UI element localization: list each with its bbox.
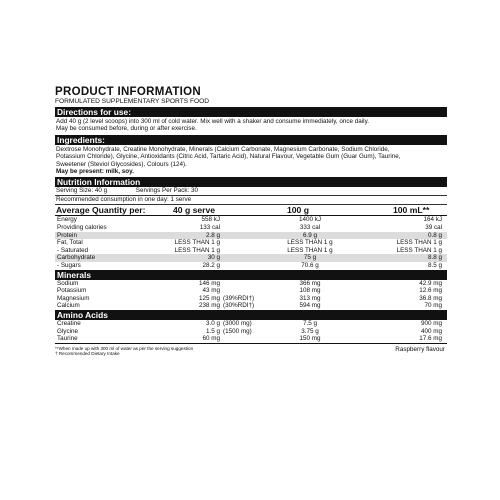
minerals-table: [55, 280, 447, 310]
table-cell: 1.5 g: [205, 327, 220, 335]
table-row: [55, 302, 447, 310]
table-cell: 36.8 mg: [419, 294, 442, 302]
table-cell: 313 mg: [299, 294, 321, 302]
table-cell: 108 mg: [299, 287, 321, 295]
minerals-heading: Minerals: [55, 270, 447, 280]
directions-heading: Directions for use:: [55, 107, 447, 117]
nutrition-rows: [55, 216, 447, 269]
table-cell: 164 kJ: [423, 216, 442, 224]
table-cell: 146 mg: [198, 279, 220, 287]
table-cell: - Sugars: [57, 262, 81, 269]
table-cell: 60 mg: [202, 335, 220, 343]
table-cell: Glycine: [57, 327, 78, 335]
nutrition-table: [55, 205, 447, 269]
table-row: [55, 295, 447, 303]
table-row: [55, 216, 447, 224]
table-row: [55, 239, 447, 247]
table-cell: Potassium: [57, 287, 87, 295]
table-cell: 70 mg: [424, 302, 442, 310]
servings-per-pack: Servings Per Pack: 30: [135, 187, 199, 195]
ingredients-line: Sweetener (Steviol Glycosides), Colours (124).: [56, 160, 187, 168]
table-row: [55, 287, 447, 295]
table-header-row: [55, 205, 447, 216]
table-cell: 7.5 g: [302, 319, 317, 327]
table-cell: 17.6 mg: [419, 335, 442, 343]
table-row: [55, 262, 447, 270]
table-cell: Sodium: [57, 279, 79, 287]
table-cell: 0.8 g: [427, 231, 442, 239]
table-row: [55, 328, 447, 336]
serving-info: [55, 187, 447, 196]
table-row: [55, 320, 447, 328]
table-cell: 8.8 g: [427, 254, 442, 262]
table-cell: 30 g: [207, 254, 220, 262]
allergen-statement: May be present: milk, soy.: [56, 168, 134, 176]
amino-acids-table: [55, 320, 447, 343]
ingredients-line: Dextrose Monohydrate, Creatine Monohydrate, Minerals (Calcium Carbonate, Magnesium Carbonate, Sodium Chloride,: [56, 145, 390, 153]
footnote: **When made up with 300 ml of water as per the serving suggestion: [55, 345, 194, 351]
table-cell: Energy: [57, 216, 77, 224]
table-cell: Carbohydrate: [57, 254, 96, 262]
table-cell: (39%RDI†): [223, 294, 255, 302]
serving-size: Serving Size: 40 g: [56, 187, 108, 195]
ingredients-line: Potassium Chloride), Glycine, Antioxidants (Citric Acid, Tartaric Acid), Natural Flavour, Vegetable Gum (Guar Gum), Taurine,: [56, 153, 401, 161]
table-cell: Providing calories: [57, 224, 107, 232]
directions-line: Add 40 g (2 level scoops) into 300 ml of cold water. Mix well with a shaker and consume immediately, once daily.: [56, 118, 370, 125]
table-cell: Taurine: [57, 335, 78, 343]
ingredients-heading: Ingredients:: [55, 135, 447, 145]
table-cell: 400 mg: [420, 327, 442, 335]
table-cell: 6.9 g: [302, 231, 317, 239]
table-cell: 28.2 g: [202, 262, 220, 269]
column-header: 100 mL**: [393, 205, 430, 216]
table-row: [55, 247, 447, 255]
column-header: 100 g: [287, 205, 309, 216]
product-information-label: [55, 86, 447, 357]
column-header: Average Quantity per:: [56, 205, 146, 216]
table-cell: 39 cal: [425, 224, 442, 232]
table-cell: LESS THAN 1 g: [396, 246, 442, 254]
table-cell: LESS THAN 1 g: [396, 239, 442, 247]
table-cell: 75 g: [303, 254, 317, 262]
table-cell: 70.6 g: [301, 262, 319, 269]
page-subtitle: FORMULATED SUPPLEMENTARY SPORTS FOOD: [55, 98, 210, 105]
table-cell: (30%RDI†): [223, 302, 255, 310]
table-cell: 2.8 g: [205, 231, 220, 239]
table-cell: 133 cal: [199, 224, 220, 232]
table-cell: 125 mg: [198, 294, 220, 302]
amino-acids-heading: Amino Acids: [55, 310, 447, 320]
table-cell: Magnesium: [57, 294, 90, 302]
table-cell: - Saturated: [57, 246, 89, 254]
table-cell: (1500 mg): [223, 327, 252, 335]
table-cell: 333 cal: [299, 224, 321, 232]
table-row: [55, 224, 447, 232]
table-row: [55, 232, 447, 240]
table-cell: 1400 kJ: [298, 216, 322, 224]
page-title: PRODUCT INFORMATION: [55, 86, 202, 98]
ingredients-text: [55, 145, 447, 178]
table-row: [55, 280, 447, 288]
table-cell: 150 mg: [299, 335, 321, 343]
table-cell: 238 mg: [198, 302, 220, 310]
nutrition-heading: Nutrition Information: [55, 177, 447, 187]
directions-line: May be consumed before, during or after exercise.: [56, 125, 197, 133]
table-cell: Protein: [57, 231, 77, 239]
table-cell: Fat, Total: [57, 239, 83, 247]
table-cell: LESS THAN 1 g: [287, 239, 333, 247]
footnote: † Recommended Dietary Intake: [55, 351, 120, 357]
table-cell: 12.6 mg: [419, 287, 442, 295]
flavour-label: Raspberry flavour: [395, 345, 445, 353]
table-cell: 43 mg: [202, 287, 220, 295]
directions-text: [55, 117, 447, 135]
column-header: 40 g serve: [173, 205, 216, 216]
table-cell: LESS THAN 1 g: [174, 246, 220, 254]
table-row: [55, 254, 447, 262]
table-cell: Creatine: [57, 319, 81, 327]
table-cell: 3.75 g: [301, 327, 319, 335]
table-cell: Calcium: [57, 302, 80, 310]
table-cell: (3000 mg): [223, 319, 252, 327]
table-cell: 8.5 g: [427, 262, 442, 269]
recommended-consumption: Recommended consumption in one day: 1 serve: [55, 196, 447, 205]
table-cell: 366 mg: [299, 279, 321, 287]
table-cell: 42.9 mg: [419, 279, 442, 287]
table-cell: LESS THAN 1 g: [174, 239, 220, 247]
table-cell: LESS THAN 1 g: [287, 246, 333, 254]
table-row: [55, 335, 447, 343]
footnotes: [55, 346, 447, 357]
table-cell: 558 kJ: [201, 216, 220, 224]
table-cell: 900 mg: [420, 319, 442, 327]
table-cell: 3.0 g: [205, 319, 220, 327]
table-cell: 594 mg: [299, 302, 321, 310]
